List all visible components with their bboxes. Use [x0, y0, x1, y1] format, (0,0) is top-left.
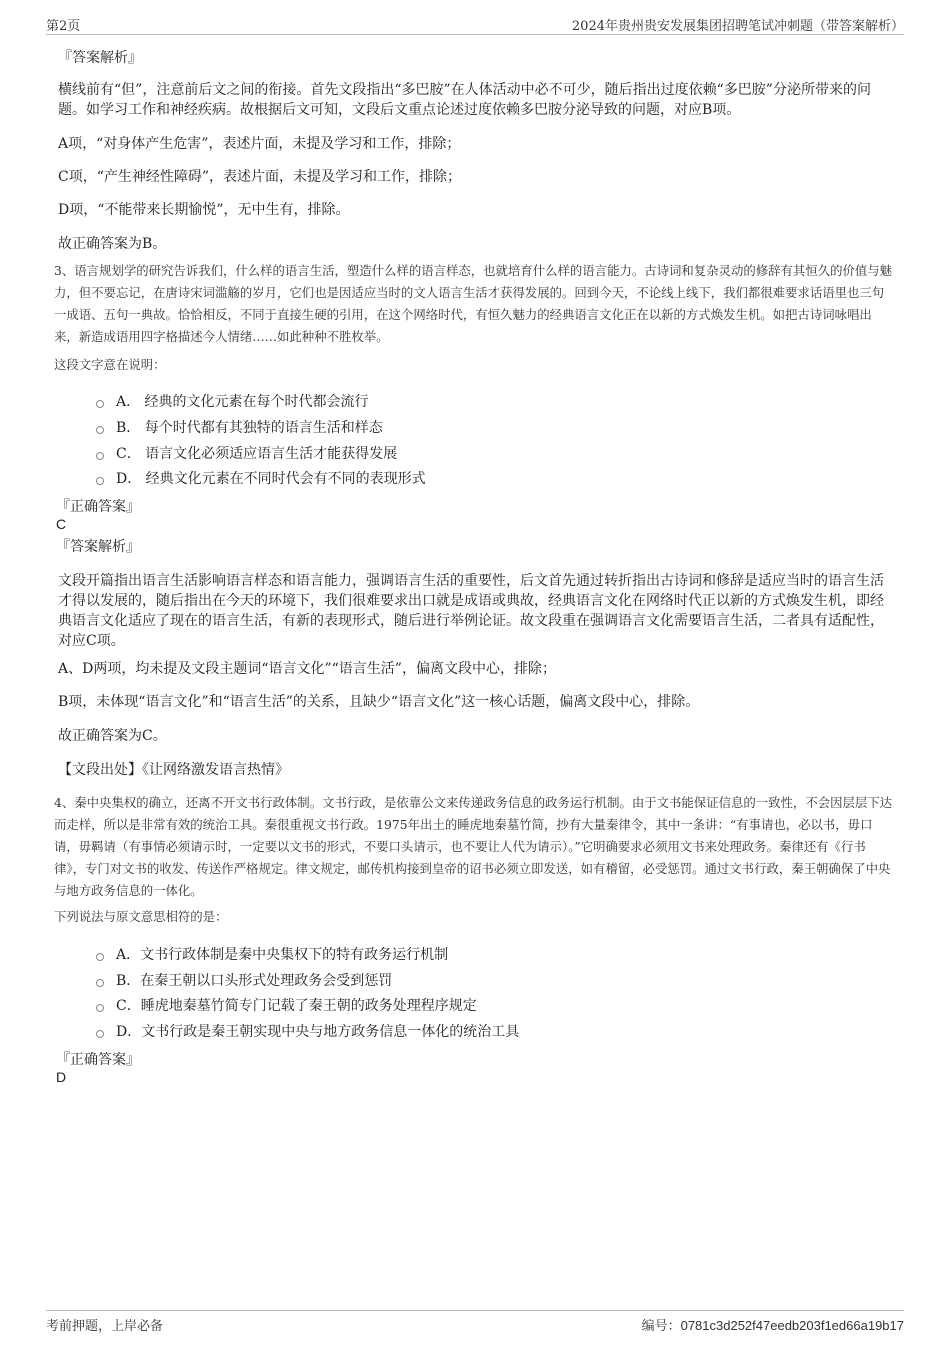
q3-option-ad-analysis: A、D两项，均未提及文段主题词“语言文化”“语言生活”，偏离文段中心，排除； — [58, 661, 556, 677]
q3-prompt: 这段文字意在说明： — [54, 357, 166, 372]
page-number: 第2页 — [46, 19, 81, 34]
footer-code-label: 编号： — [641, 1319, 681, 1334]
q2-option-a-analysis: A项，“对身体产生危害”，表述片面，未提及学习和工作，排除； — [58, 136, 461, 152]
q3-explain-label: 『答案解析』 — [56, 539, 140, 555]
q2-option-c-analysis: C项，“产生神经性障碍”，表述片面，未提及学习和工作，排除； — [58, 169, 462, 185]
radio-icon[interactable] — [96, 400, 104, 408]
q4-stem: 4、秦中央集权的确立，还离不开文书行政体制。文书行政，是依靠公文来传递政务信息的政务运行机制。由于文书能保证信息的一致性，不会因层层下达而走样，所以是非常有效的统治工具。秦很重视文书行政。1975年出土的睡虎地秦墓竹简，抄有大量秦律令，其中一条讲：“有事请也，必以书，毋口请，毋羁请（有事情必须请示时，一定要以文书的形式，不要口头请示，也不要让人代为请示）。”它明确要求必须用文书来处理政务。秦律还有《行书律》，专门对文书的收发、传送作严格规定。律文规定，邮传机构接到皇帝的诏书必须立即发送，如有稽留，必受惩罚。通过文书行政，秦王朝确保了中央与地方政务信息的一体化。 — [54, 795, 893, 898]
q3-stem: 3、语言规划学的研究告诉我们，什么样的语言生活，塑造什么样的语言样态，也就培育什么样的语言能力。古诗词和复杂灵动的修辞有其恒久的价值与魅力，但不要忘记，在唐诗宋词滥觞的岁月，它们也是因适应当时的文人语言生活才获得发展的。回到今天，不论线上线下，我们都很难要求话语里也三句一成语、五句一典故。恰恰相反，不同于直接生硬的引用，在这个网络时代，有恒久魅力的经典语言文化正在以新的方式焕发生机。如把古诗词咏唱出来，新造成语用四字格描述今人情绪……如此种种不胜枚举。 — [54, 263, 893, 344]
q3-source: 【文段出处】《让网络激发语言热情》 — [58, 762, 289, 778]
q4-answer: D — [56, 1069, 67, 1085]
document-title: 2024年贵州贵安发展集团招聘笔试冲刺题（带答案解析） — [571, 19, 904, 34]
page-footer — [46, 1310, 904, 1341]
q2-explain-paragraph: 横线前有“但”，注意前后文之间的衔接。首先文段指出“多巴胺”在人体活动中必不可少，随后指出过度依赖“多巴胺”分泌所带来的问题。如学习工作和神经疾病。故根据后文可知，文段后文重点论述过度依赖多巴胺分泌导致的问题，对应B项。 — [58, 82, 871, 118]
radio-icon[interactable] — [96, 1004, 104, 1012]
footer-code — [642, 1315, 904, 1334]
radio-icon[interactable] — [96, 477, 104, 485]
radio-icon[interactable] — [96, 979, 104, 987]
q2-conclusion: 故正确答案为B。 — [58, 236, 167, 252]
radio-icon[interactable] — [96, 953, 104, 961]
radio-icon[interactable] — [96, 1030, 104, 1038]
footer-slogan: 考前押题，上岸必备 — [46, 1319, 164, 1334]
q3-option-b-analysis: B项，未体现“语言文化”和“语言生活”的关系，且缺少“语言文化”这一核心话题，偏离文段中心，排除。 — [58, 694, 700, 710]
q3-answer: C — [56, 516, 67, 532]
q4-answer-label: 『正确答案』 — [56, 1052, 140, 1068]
q3-conclusion: 故正确答案为C。 — [58, 728, 167, 744]
q2-option-d-analysis: D项，“不能带来长期愉悦”，无中生有，排除。 — [58, 202, 350, 218]
radio-icon[interactable] — [96, 426, 104, 434]
footer-code-value: 0781c3d252f47eedb203f1ed66a19b17 — [680, 1318, 904, 1333]
q2-explain-label: 『答案解析』 — [58, 50, 142, 66]
q3-explain-paragraph: 文段开篇指出语言生活影响语言样态和语言能力，强调语言生活的重要性，后文首先通过转折指出古诗词和修辞是适应当时的语言生活才得以发展的，随后指出在今天的环境下，我们很难要求出口就是成语或典故，经典语言文化在网络时代正以新的方式焕发生机，即经典语言文化适应了现在的语言生活，有新的表现形式，随后进行举例论证。故文段重在强调语言文化需要语言生活，二者具有适配性，对应C项。 — [58, 573, 884, 649]
radio-icon[interactable] — [96, 452, 104, 460]
q4-prompt: 下列说法与原文意思相符的是： — [54, 909, 228, 924]
page-header — [46, 12, 904, 35]
q3-answer-label: 『正确答案』 — [56, 499, 140, 515]
